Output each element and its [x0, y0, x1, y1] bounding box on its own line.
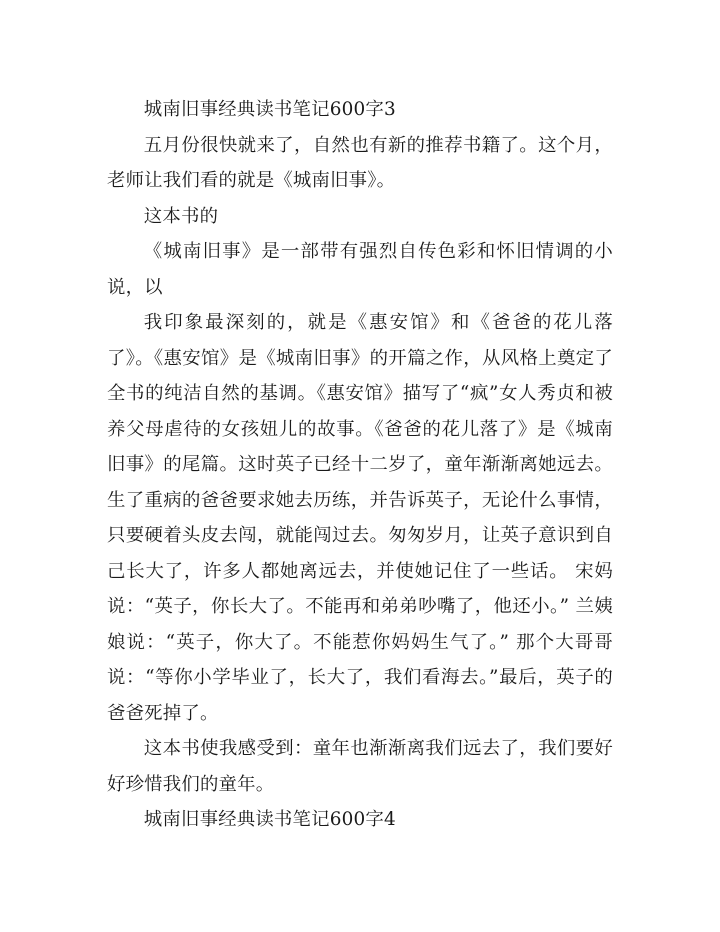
paragraph-main-impression: 我印象最深刻的，就是《惠安馆》和《爸爸的花儿落了》。《惠安馆》是《城南旧事》的开篇之作，从风格上奠定了全书的纯洁自然的基调。《惠安馆》描写了“疯”女人秀贞和被养父母虐待的女孩妞儿的故事。《爸爸的花儿落了》是《城南旧事》的尾篇。这时英子已经十二岁了，童年渐渐离她远去。生了重病的爸爸要求她去历练，并告诉英子，无论什么事情，只要硬着头皮去闯，就能闯过去。匆匆岁月，让英子意识到自己长大了，许多人都她离远去，并使她记住了一些话。 宋妈说：“英子，你长大了。不能再和弟弟吵嘴了，他还小。” 兰姨娘说：“英子，你大了。不能惹你妈妈生气了。” 那个大哥哥说：“等你小学毕业了，长大了，我们看海去。”最后，英子的爸爸死掉了。	[107, 312, 613, 724]
section-heading-4: 城南旧事经典读书笔记600字4	[143, 809, 396, 830]
paragraph-conclusion: 这本书使我感受到：童年也渐渐离我们远去了，我们要好好珍惜我们的童年。	[107, 738, 613, 795]
paragraph-novel-description: 《城南旧事》是一部带有强烈自传色彩和怀旧情调的小说，以	[107, 241, 613, 298]
paragraph-book-fragment: 这本书的	[143, 205, 219, 227]
paragraph-intro: 五月份很快就来了，自然也有新的推荐书籍了。这个月，老师让我们看的就是《城南旧事》。	[107, 134, 613, 191]
document-body	[107, 92, 613, 838]
section-heading-3: 城南旧事经典读书笔记600字3	[143, 99, 396, 120]
